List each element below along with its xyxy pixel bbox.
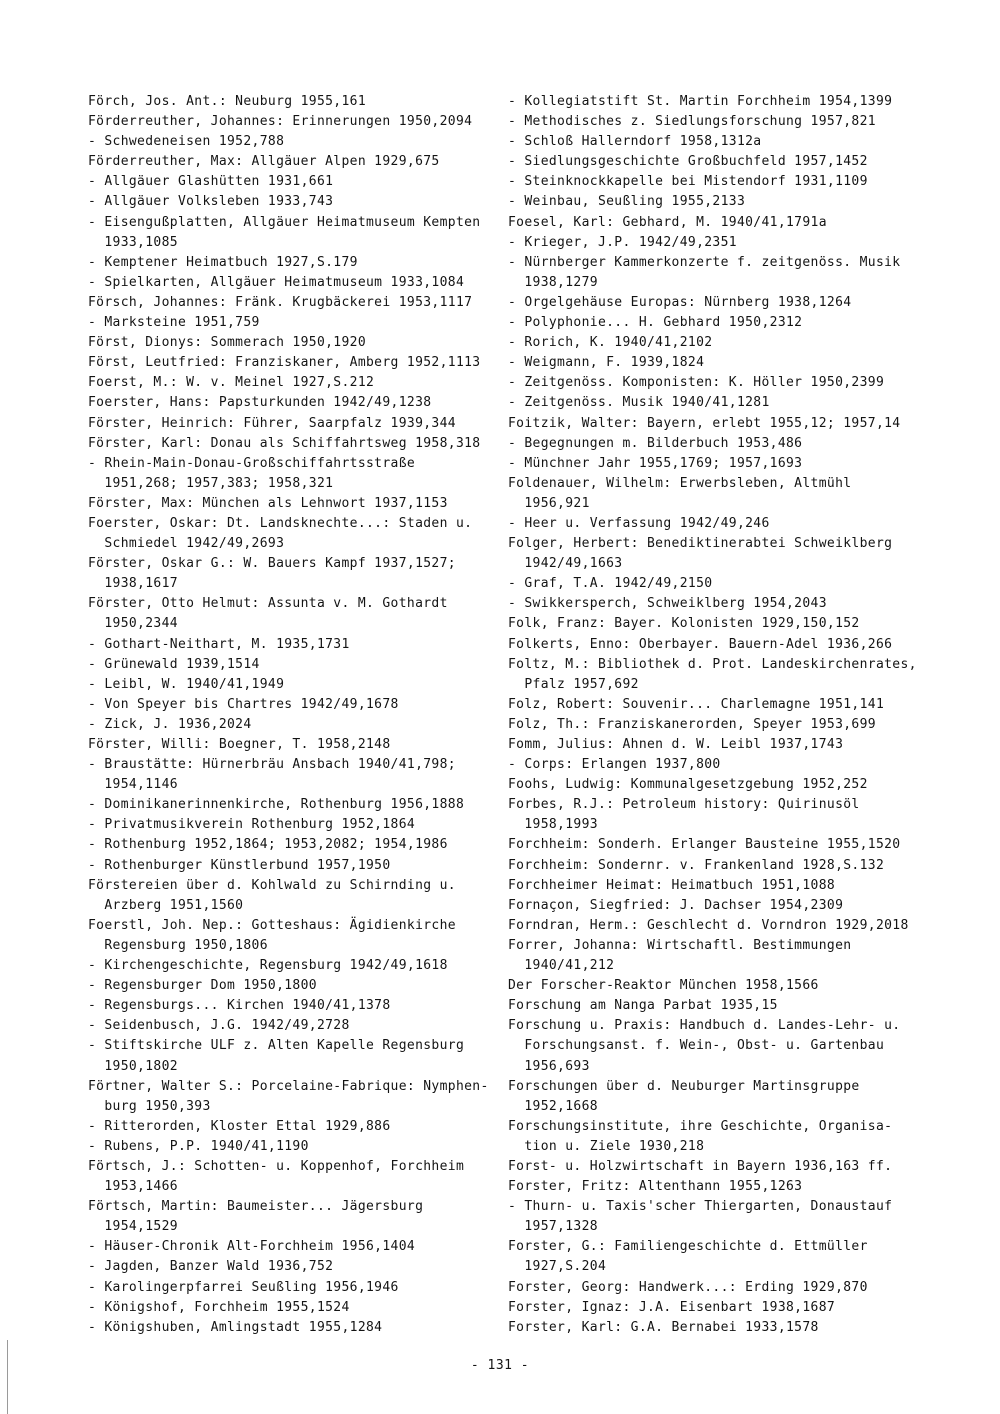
index-entry-line: - Marksteine 1951,759: [88, 315, 260, 331]
index-entry-line: Foldenauer, Wilhelm: Erwerbsleben, Altmühl: [508, 475, 852, 491]
index-entry-line: 1957,1328: [508, 1219, 598, 1235]
index-entry-line: 1950,2344: [88, 616, 178, 632]
index-entry-line: - Grünewald 1939,1514: [88, 656, 260, 672]
index-entry-line: - Corps: Erlangen 1937,800: [508, 757, 721, 773]
index-entry-line: Foerster, Hans: Papsturkunden 1942/49,1238: [88, 395, 432, 411]
index-entry-line: - Rhein-Main-Donau-Großschiffahrtsstraße: [88, 455, 416, 471]
index-entry-line: - Kirchengeschichte, Regensburg 1942/49,1618: [88, 958, 448, 974]
index-entry-line: - Zick, J. 1936,2024: [88, 716, 252, 732]
index-entry-line: - Weigmann, F. 1939,1824: [508, 355, 705, 371]
index-entry-line: - Allgäuer Glashütten 1931,661: [88, 174, 334, 190]
index-entry-line: Förstereien über d. Kohlwald zu Schirnding u.: [88, 877, 456, 893]
index-entry-line: - Regensburger Dom 1950,1800: [88, 978, 317, 994]
index-entry-line: 1953,1466: [88, 1179, 178, 1195]
index-entry-line: Arzberg 1951,1560: [88, 897, 244, 913]
index-entry-line: Förtsch, J.: Schotten- u. Koppenhof, Forchheim: [88, 1158, 465, 1174]
index-entry-line: 1951,268; 1957,383; 1958,321: [88, 475, 334, 491]
index-entry-line: - Königshuben, Amlingstadt 1955,1284: [88, 1319, 383, 1335]
index-entry-line: - Kollegiatstift St. Martin Forchheim 1954,1399: [508, 94, 893, 109]
index-entry-line: - Seidenbusch, J.G. 1942/49,2728: [88, 1018, 350, 1034]
index-entry-line: Forst- u. Holzwirtschaft in Bayern 1936,163 ff.: [508, 1158, 893, 1174]
index-entry-line: - Braustätte: Hürnerbräu Ansbach 1940/41,798;: [88, 757, 456, 773]
page-number: - 131 -: [470, 1358, 530, 1373]
index-entry-line: - Begegnungen m. Bilderbuch 1953,486: [508, 435, 803, 451]
index-entry-line: Förster, Otto Helmut: Assunta v. M. Gothardt: [88, 596, 448, 612]
index-entry-line: - Königshof, Forchheim 1955,1524: [88, 1299, 350, 1315]
index-entry-line: Forchheim: Sonderh. Erlanger Bausteine 1955,1520: [508, 837, 901, 853]
index-entry-line: 1958,1993: [508, 817, 598, 833]
index-entry-line: - Rothenburg 1952,1864; 1953,2082; 1954,1986: [88, 837, 448, 853]
index-entry-line: Folz, Th.: Franziskanerorden, Speyer 1953,699: [508, 716, 876, 732]
index-entry-line: - Steinknockkapelle bei Mistendorf 1931,1109: [508, 174, 868, 190]
index-entry-line: Förster, Willi: Boegner, T. 1958,2148: [88, 737, 391, 752]
index-entry-line: Förster, Heinrich: Führer, Saarpfalz 1939,344: [88, 415, 456, 431]
index-entry-line: 1927,S.204: [508, 1259, 607, 1275]
index-entry-line: Forster, Karl: G.A. Bernabei 1933,1578: [508, 1319, 819, 1335]
index-entry-line: Forchheimer Heimat: Heimatbuch 1951,1088: [508, 877, 836, 893]
index-entry-line: 1938,1617: [88, 576, 178, 592]
index-entry-line: Folger, Herbert: Benediktinerabtei Schweiklberg: [508, 536, 893, 552]
index-entry-line: Forschung am Nanga Parbat 1935,15: [508, 998, 778, 1014]
index-entry-line: - Graf, T.A. 1942/49,2150: [508, 576, 713, 592]
index-entry-line: 1956,921: [508, 495, 590, 511]
index-entry-line: 1942/49,1663: [508, 556, 623, 572]
index-entry-line: Folkerts, Enno: Oberbayer. Bauern-Adel 1936,266: [508, 636, 893, 652]
index-entry-line: - Ritterorden, Kloster Ettal 1929,886: [88, 1118, 391, 1134]
index-entry-line: - Spielkarten, Allgäuer Heimatmuseum 1933,1084: [88, 274, 465, 290]
index-entry-line: Forschung u. Praxis: Handbuch d. Landes-Lehr- u.: [508, 1018, 901, 1034]
index-entry-line: - Leibl, W. 1940/41,1949: [88, 676, 285, 692]
index-entry-line: Förster, Oskar G.: W. Bauers Kampf 1937,1527;: [88, 556, 456, 572]
index-entry-line: - Schwedeneisen 1952,788: [88, 134, 285, 150]
index-entry-line: Förtsch, Martin: Baumeister... Jägersburg: [88, 1199, 424, 1215]
index-entry-line: 1956,693: [508, 1058, 590, 1074]
index-entry-line: tion u. Ziele 1930,218: [508, 1138, 705, 1154]
index-entry-line: 1938,1279: [508, 274, 598, 290]
index-entry-line: Först, Leutfried: Franziskaner, Amberg 1952,1113: [88, 355, 481, 371]
index-entry-line: Folk, Franz: Bayer. Kolonisten 1929,150,152: [508, 616, 860, 632]
index-entry-line: - Schloß Hallerndorf 1958,1312a: [508, 134, 762, 150]
index-entry-line: Fornaçon, Siegfried: J. Dachser 1954,2309: [508, 897, 844, 913]
index-entry-line: - Eisengußplatten, Allgäuer Heimatmuseum Kempten: [88, 214, 481, 230]
index-entry-line: - Thurn- u. Taxis'scher Thiergarten, Donaustauf: [508, 1199, 893, 1215]
index-column-right: [508, 92, 918, 1338]
margin-rule: [7, 1340, 8, 1414]
index-entry-line: Forbes, R.J.: Petroleum history: Quirinusöl: [508, 797, 860, 813]
index-entry-line: - Heer u. Verfassung 1942/49,246: [508, 515, 770, 531]
index-entry-line: - Weinbau, Seußling 1955,2133: [508, 194, 746, 210]
index-entry-line: - Karolingerpfarrei Seußling 1956,1946: [88, 1279, 399, 1295]
index-entry-line: - Rubens, P.P. 1940/41,1190: [88, 1138, 309, 1154]
index-entry-line: - Münchner Jahr 1955,1769; 1957,1693: [508, 455, 803, 471]
index-entry-line: - Swikkersperch, Schweiklberg 1954,2043: [508, 596, 827, 612]
index-entry-line: Der Forscher-Reaktor München 1958,1566: [508, 978, 819, 994]
index-entry-line: Forster, Fritz: Altenthann 1955,1263: [508, 1179, 803, 1195]
index-entry-line: 1940/41,212: [508, 958, 615, 974]
index-entry-line: Forrer, Johanna: Wirtschaftl. Bestimmungen: [508, 937, 852, 953]
index-entry-line: - Häuser-Chronik Alt-Forchheim 1956,1404: [88, 1239, 416, 1255]
index-entry-line: Förtner, Walter S.: Porcelaine-Fabrique: Nymphen-: [88, 1078, 489, 1094]
index-entry-line: - Rothenburger Künstlerbund 1957,1950: [88, 857, 391, 873]
index-entry-line: Förderreuther, Max: Allgäuer Alpen 1929,675: [88, 154, 440, 170]
index-entry-line: - Orgelgehäuse Europas: Nürnberg 1938,1264: [508, 294, 852, 310]
index-entry-line: Forschungsinstitute, ihre Geschichte, Organisa-: [508, 1118, 893, 1134]
index-entry-line: Schmiedel 1942/49,2693: [88, 536, 285, 552]
index-entry-line: - Polyphonie... H. Gebhard 1950,2312: [508, 315, 803, 331]
index-entry-line: - Stiftskirche ULF z. Alten Kapelle Regensburg: [88, 1038, 465, 1054]
index-entry-line: Förster, Karl: Donau als Schiffahrtsweg 1958,318: [88, 435, 481, 451]
index-entry-line: Forndran, Herm.: Geschlecht d. Vorndron 1929,2018: [508, 917, 909, 933]
index-entry-line: - Allgäuer Volksleben 1933,743: [88, 194, 334, 210]
index-entry-line: Pfalz 1957,692: [508, 676, 639, 692]
index-entry-line: Förderreuther, Johannes: Erinnerungen 1950,2094: [88, 114, 473, 130]
index-entry-line: - Gothart-Neithart, M. 1935,1731: [88, 636, 350, 652]
index-entry-line: Först, Dionys: Sommerach 1950,1920: [88, 335, 367, 351]
index-entry-line: 1952,1668: [508, 1098, 598, 1114]
index-entry-line: Forschungsanst. f. Wein-, Obst- u. Gartenbau: [508, 1038, 885, 1054]
index-entry-line: Foltz, M.: Bibliothek d. Prot. Landeskirchenrates,: [508, 656, 917, 672]
index-entry-line: Folz, Robert: Souvenir... Charlemagne 1951,141: [508, 696, 885, 712]
index-entry-line: 1933,1085: [88, 234, 178, 250]
index-entry-line: Förch, Jos. Ant.: Neuburg 1955,161: [88, 94, 367, 109]
index-entry-line: burg 1950,393: [88, 1098, 211, 1114]
index-entry-line: 1950,1802: [88, 1058, 178, 1074]
index-entry-line: - Zeitgenöss. Komponisten: K. Höller 1950,2399: [508, 375, 885, 391]
index-entry-line: - Von Speyer bis Chartres 1942/49,1678: [88, 696, 399, 712]
index-entry-line: Förster, Max: München als Lehnwort 1937,1153: [88, 495, 448, 511]
index-entry-line: - Krieger, J.P. 1942/49,2351: [508, 234, 737, 250]
index-entry-line: - Nürnberger Kammerkonzerte f. zeitgenöss. Musik: [508, 254, 901, 270]
index-entry-line: Foerst, M.: W. v. Meinel 1927,S.212: [88, 375, 375, 391]
index-entry-line: - Regensburgs... Kirchen 1940/41,1378: [88, 998, 391, 1014]
index-entry-line: Foerster, Oskar: Dt. Landsknechte...: Staden u.: [88, 515, 473, 531]
index-entry-line: Forster, Ignaz: J.A. Eisenbart 1938,1687: [508, 1299, 836, 1315]
index-entry-line: Foesel, Karl: Gebhard, M. 1940/41,1791a: [508, 214, 827, 230]
index-entry-line: - Jagden, Banzer Wald 1936,752: [88, 1259, 334, 1275]
index-entry-line: Fomm, Julius: Ahnen d. W. Leibl 1937,1743: [508, 737, 844, 752]
index-entry-line: - Siedlungsgeschichte Großbuchfeld 1957,1452: [508, 154, 868, 170]
index-entry-line: - Rorich, K. 1940/41,2102: [508, 335, 713, 351]
index-entry-line: - Zeitgenöss. Musik 1940/41,1281: [508, 395, 770, 411]
index-entry-line: 1954,1529: [88, 1219, 178, 1235]
index-entry-line: Forchheim: Sondernr. v. Frankenland 1928,S.132: [508, 857, 885, 873]
index-entry-line: Regensburg 1950,1806: [88, 937, 268, 953]
index-entry-line: Foohs, Ludwig: Kommunalgesetzgebung 1952,252: [508, 777, 868, 793]
index-column-left: [88, 92, 488, 1338]
index-entry-line: - Kemptener Heimatbuch 1927,S.179: [88, 254, 358, 270]
index-entry-line: - Methodisches z. Siedlungsforschung 1957,821: [508, 114, 876, 130]
index-entry-line: Forster, G.: Familiengeschichte d. Ettmüller: [508, 1239, 868, 1255]
index-entry-line: Forster, Georg: Handwerk...: Erding 1929,870: [508, 1279, 868, 1295]
index-entry-line: Försch, Johannes: Fränk. Krugbäckerei 1953,1117: [88, 294, 473, 310]
index-entry-line: - Dominikanerinnenkirche, Rothenburg 1956,1888: [88, 797, 465, 813]
index-entry-line: - Privatmusikverein Rothenburg 1952,1864: [88, 817, 416, 833]
index-entry-line: Foitzik, Walter: Bayern, erlebt 1955,12; 1957,14: [508, 415, 901, 431]
index-entry-line: 1954,1146: [88, 777, 178, 793]
index-entry-line: Foerstl, Joh. Nep.: Gotteshaus: Ägidienkirche: [88, 917, 456, 933]
index-entry-line: Forschungen über d. Neuburger Martinsgruppe: [508, 1078, 860, 1094]
